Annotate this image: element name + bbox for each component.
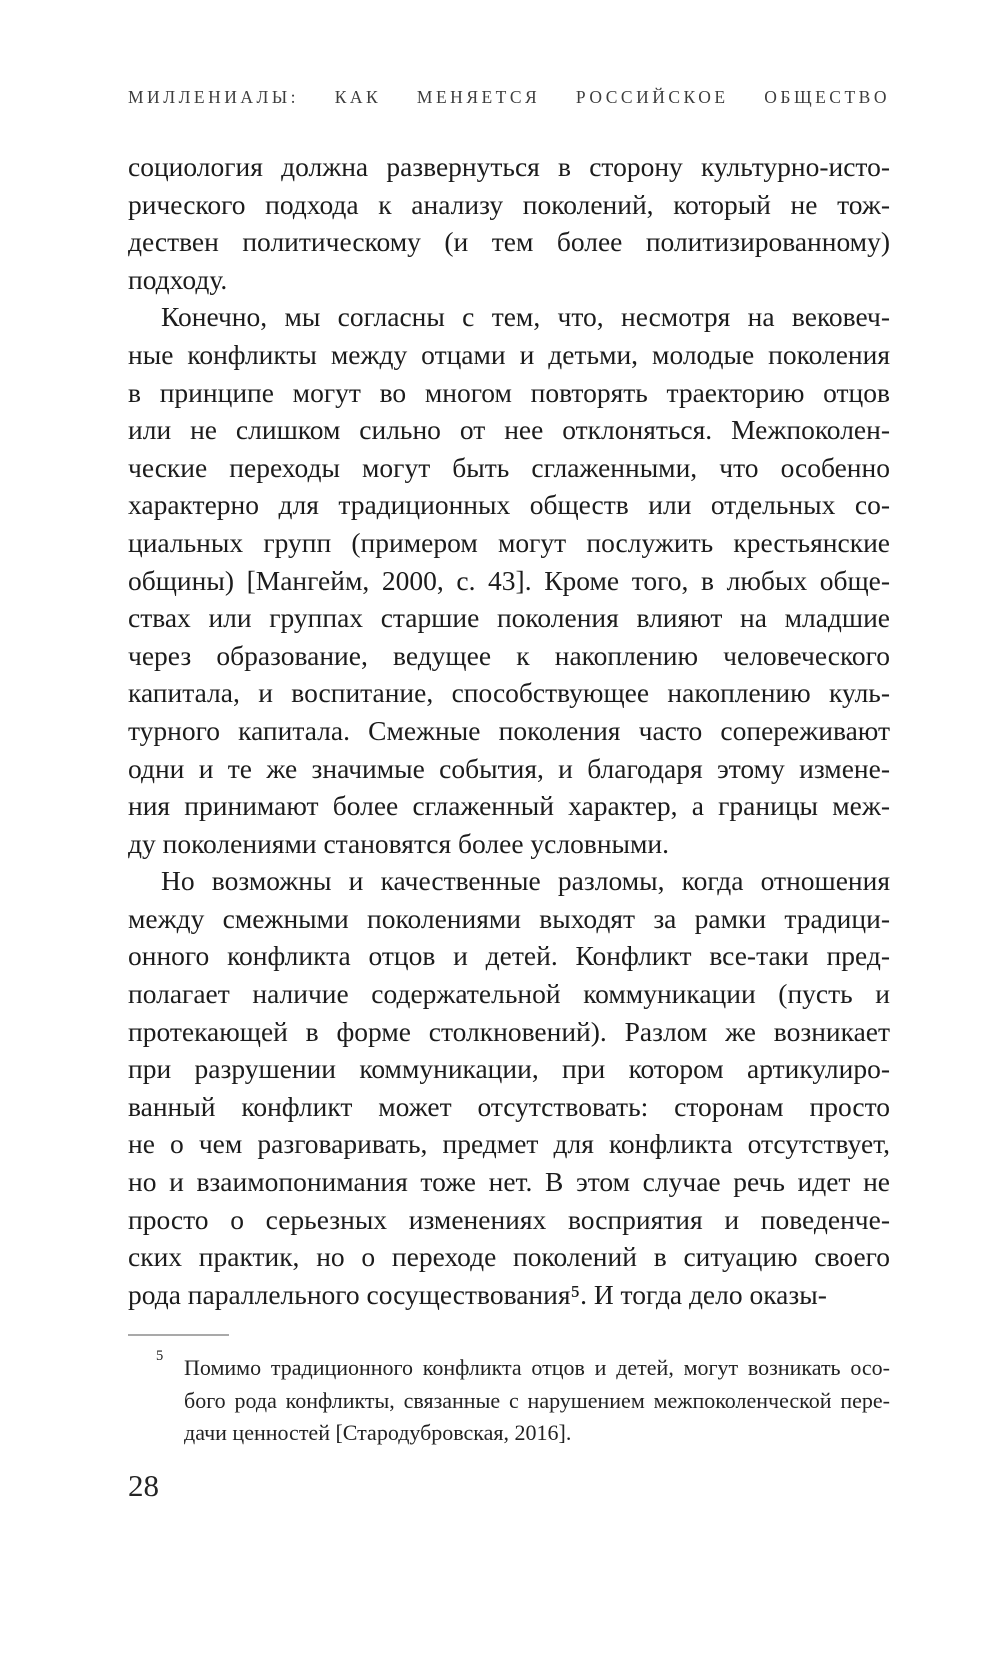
- body-line: ческие переходы могут быть сглаженными, что особенно: [128, 451, 890, 483]
- body-line: ствах или группах старшие поколения влияют на младшие: [128, 602, 890, 634]
- body-line: через образование, ведущее к накоплению человеческого: [128, 639, 890, 671]
- body-line: характерно для традиционных обществ или отдельных со-: [128, 489, 890, 521]
- footnote: [128, 1348, 890, 1450]
- footnote-marker: 5: [156, 1348, 164, 1364]
- running-head: МИЛЛЕНИАЛЫ: КАК МЕНЯЕТСЯ РОССИЙСКОЕ ОБЩЕСТВО: [128, 87, 890, 107]
- footnote-divider: [128, 1334, 229, 1336]
- body-line: ду поколениями становятся более условными.: [128, 827, 670, 859]
- footnote-line: бого рода конфликты, связанные с нарушением межпоколенческой пере-: [184, 1387, 890, 1413]
- body-line: ванный конфликт может отсутствовать: сторонам просто: [128, 1090, 890, 1122]
- body-line: не о чем разговаривать, предмет для конфликта отсутствует,: [128, 1128, 890, 1160]
- body-line: одни и те же значимые события, и благодаря этому измене-: [128, 752, 890, 784]
- body-line: рода параллельного сосуществования⁵. И тогда дело оказы-: [128, 1278, 827, 1310]
- body-line: между смежными поколениями выходят за рамки традици-: [128, 902, 890, 934]
- body-line: протекающей в форме столкновений). Разлом же возникает: [128, 1015, 890, 1047]
- body-line: онного конфликта отцов и детей. Конфликт все-таки пред-: [128, 940, 890, 972]
- body-text: [128, 148, 890, 1313]
- body-line: просто о серьезных изменениях восприятия и поведенче-: [128, 1203, 890, 1235]
- body-line: турного капитала. Смежные поколения часто сопереживают: [128, 714, 890, 746]
- body-line: дествен политическому (и тем более политизированному): [128, 226, 890, 258]
- body-line: капитала, и воспитание, способствующее накоплению куль-: [128, 677, 890, 709]
- body-line: ских практик, но о переходе поколений в ситуацию своего: [128, 1241, 890, 1273]
- body-line: при разрушении коммуникации, при котором артикулиро-: [128, 1053, 890, 1085]
- body-line: Конечно, мы согласны с тем, что, несмотря на вековеч-: [161, 301, 890, 333]
- body-line: Но возможны и качественные разломы, когда отношения: [161, 865, 890, 897]
- body-line: подходу.: [128, 263, 228, 295]
- page-number: 28: [128, 1468, 159, 1503]
- body-line: рического подхода к анализу поколений, который не тож-: [128, 188, 890, 220]
- body-line: социология должна развернуться в сторону культурно-исто-: [128, 151, 890, 182]
- body-line: полагает наличие содержательной коммуникации (пусть и: [128, 978, 890, 1010]
- footnote-line: дачи ценностей [Стародубровская, 2016].: [184, 1420, 572, 1445]
- body-line: в принципе могут во многом повторять траекторию отцов: [128, 376, 890, 408]
- body-line: ния принимают более сглаженный характер, а границы меж-: [128, 790, 890, 822]
- body-line: или не слишком сильно от нее отклоняться. Межпоколен-: [128, 414, 890, 446]
- footnote-line: Помимо традиционного конфликта отцов и детей, могут возникать осо-: [184, 1355, 890, 1380]
- body-line: но и взаимопонимания тоже нет. В этом случае речь идет не: [128, 1166, 890, 1198]
- body-line: общины) [Мангейм, 2000, с. 43]. Кроме того, в любых обще-: [128, 564, 890, 596]
- footnote-lines: [128, 1352, 890, 1450]
- body-line: ные конфликты между отцами и детьми, молодые поколения: [128, 338, 890, 370]
- body-line: циальных групп (примером могут послужить крестьянские: [128, 526, 890, 558]
